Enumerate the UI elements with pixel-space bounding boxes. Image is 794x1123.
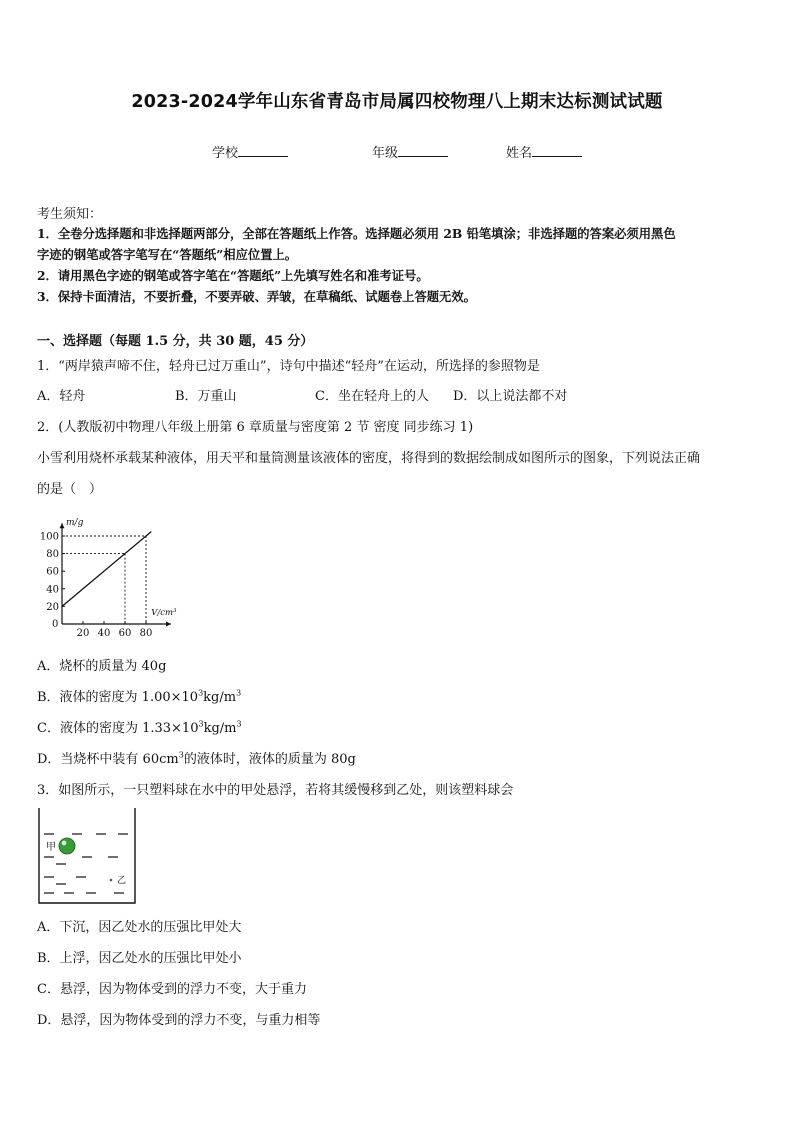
q2-d-tail: 的液体时，液体的质量为 80g	[183, 752, 356, 767]
y-axis-label: m/g	[66, 518, 84, 529]
q2-d-text: D．当烧杯中装有 60cm	[37, 752, 179, 767]
x-axis-label: V/cm³	[151, 608, 177, 619]
q2-option-c	[37, 717, 242, 736]
school-label: 学校	[212, 146, 239, 161]
q2-d-exp: 3	[178, 750, 184, 760]
q2-c-unit-exp: 3	[236, 719, 242, 729]
x-tick-label: 80	[139, 628, 153, 638]
q2-option-d	[37, 748, 356, 767]
name-blank	[532, 144, 582, 157]
q1-stem: 1．“两岸猿声啼不住，轻舟已过万重山”，诗句中描述“轻舟”在运动，所选择的参照物是	[37, 359, 540, 374]
label-yi: 乙	[117, 876, 127, 886]
x-tick-label: 20	[76, 628, 90, 638]
notice-item-2: 2．请用黑色字迹的钢笔或答字笔在“答题纸”上先填写姓名和准考证号。	[37, 268, 429, 283]
y-axis-arrow	[60, 523, 65, 528]
q3-option-d: D．悬浮，因为物体受到的浮力不变，与重力相等	[37, 1013, 321, 1028]
q2-b-unit: kg/m	[203, 690, 237, 705]
label-jia: 甲	[46, 842, 56, 853]
y-tick-label: 80	[46, 549, 59, 561]
q2-source: 2．(人教版初中物理八年级上册第 6 章质量与密度第 2 节 密度 同步练习 1)	[37, 420, 474, 435]
name-label: 姓名	[506, 146, 533, 161]
q2-option-b	[37, 686, 241, 705]
beaker-outline	[39, 808, 135, 903]
name-field	[506, 142, 582, 161]
q1-option-d: D．以上说法都不对	[453, 389, 568, 404]
section-heading: 一、选择题（每题 1.5 分，共 30 题，45 分）	[37, 334, 314, 349]
ball-icon	[59, 838, 75, 854]
grade-blank	[398, 144, 448, 157]
page-title: 2023-2024学年山东省青岛市局属四校物理八上期末达标测试试题	[131, 92, 663, 112]
q2-b-exp: 3	[198, 688, 204, 698]
school-field	[212, 142, 288, 161]
q1-option-a: A．轻舟	[37, 389, 86, 404]
x-tick-label: 40	[97, 628, 111, 638]
q2-b-text: B．液体的密度为 1.00×10	[37, 690, 199, 705]
q3-option-b: B．上浮，因乙处水的压强比甲处小	[37, 951, 242, 966]
grade-field	[372, 142, 448, 161]
q3-option-a: A．下沉，因乙处水的压强比甲处大	[37, 920, 242, 935]
water-dashes	[44, 834, 128, 893]
notice-item-3: 3．保持卡面清洁，不要折叠，不要弄破、弄皱，在草稿纸、试题卷上答题无效。	[37, 289, 476, 304]
notice-heading: 考生须知：	[37, 207, 103, 222]
series-line	[62, 532, 151, 607]
q1-option-c: C．坐在轻舟上的人	[315, 389, 429, 404]
q2-b-unit-exp: 3	[236, 688, 242, 698]
y-tick-label: 60	[46, 566, 59, 578]
grade-label: 年级	[372, 146, 399, 161]
beaker-figure	[36, 806, 140, 906]
q1-option-b: B．万重山	[175, 389, 237, 404]
q3-stem: 3．如图所示，一只塑料球在水中的甲处悬浮，若将其缓慢移到乙处，则该塑料球会	[37, 783, 514, 798]
q2-stem-line1: 小雪利用烧杯承载某种液体，用天平和量筒测量该液体的密度，将得到的数据绘制成如图所示的图象，下列说法正确	[37, 451, 701, 466]
origin-label: 0	[52, 619, 59, 630]
x-axis-arrow	[166, 622, 171, 627]
q2-c-unit: kg/m	[203, 721, 237, 736]
ball-highlight	[62, 841, 67, 846]
x-tick-label: 60	[118, 628, 132, 638]
yi-marker	[110, 879, 113, 882]
q2-c-text: C．液体的密度为 1.33×10	[37, 721, 199, 736]
mass-volume-chart	[30, 508, 190, 638]
notice-item-1a: 1．全卷分选择题和非选择题两部分，全部在答题纸上作答。选择题必须用 2B 铅笔填涂；非选择题的答案必须用黑色	[37, 226, 676, 241]
y-tick-label: 40	[46, 584, 59, 596]
q2-c-exp: 3	[198, 719, 204, 729]
y-tick-label: 20	[46, 601, 59, 613]
y-tick-label: 100	[39, 531, 59, 543]
q3-option-c: C．悬浮，因为物体受到的浮力不变，大于重力	[37, 982, 307, 997]
q2-option-a: A．烧杯的质量为 40g	[37, 659, 167, 674]
notice-item-1b: 字迹的钢笔或答字笔写在“答题纸”相应位置上。	[37, 247, 298, 262]
school-blank	[238, 144, 288, 157]
q2-stem-line2: 的是（ ）	[37, 482, 103, 497]
